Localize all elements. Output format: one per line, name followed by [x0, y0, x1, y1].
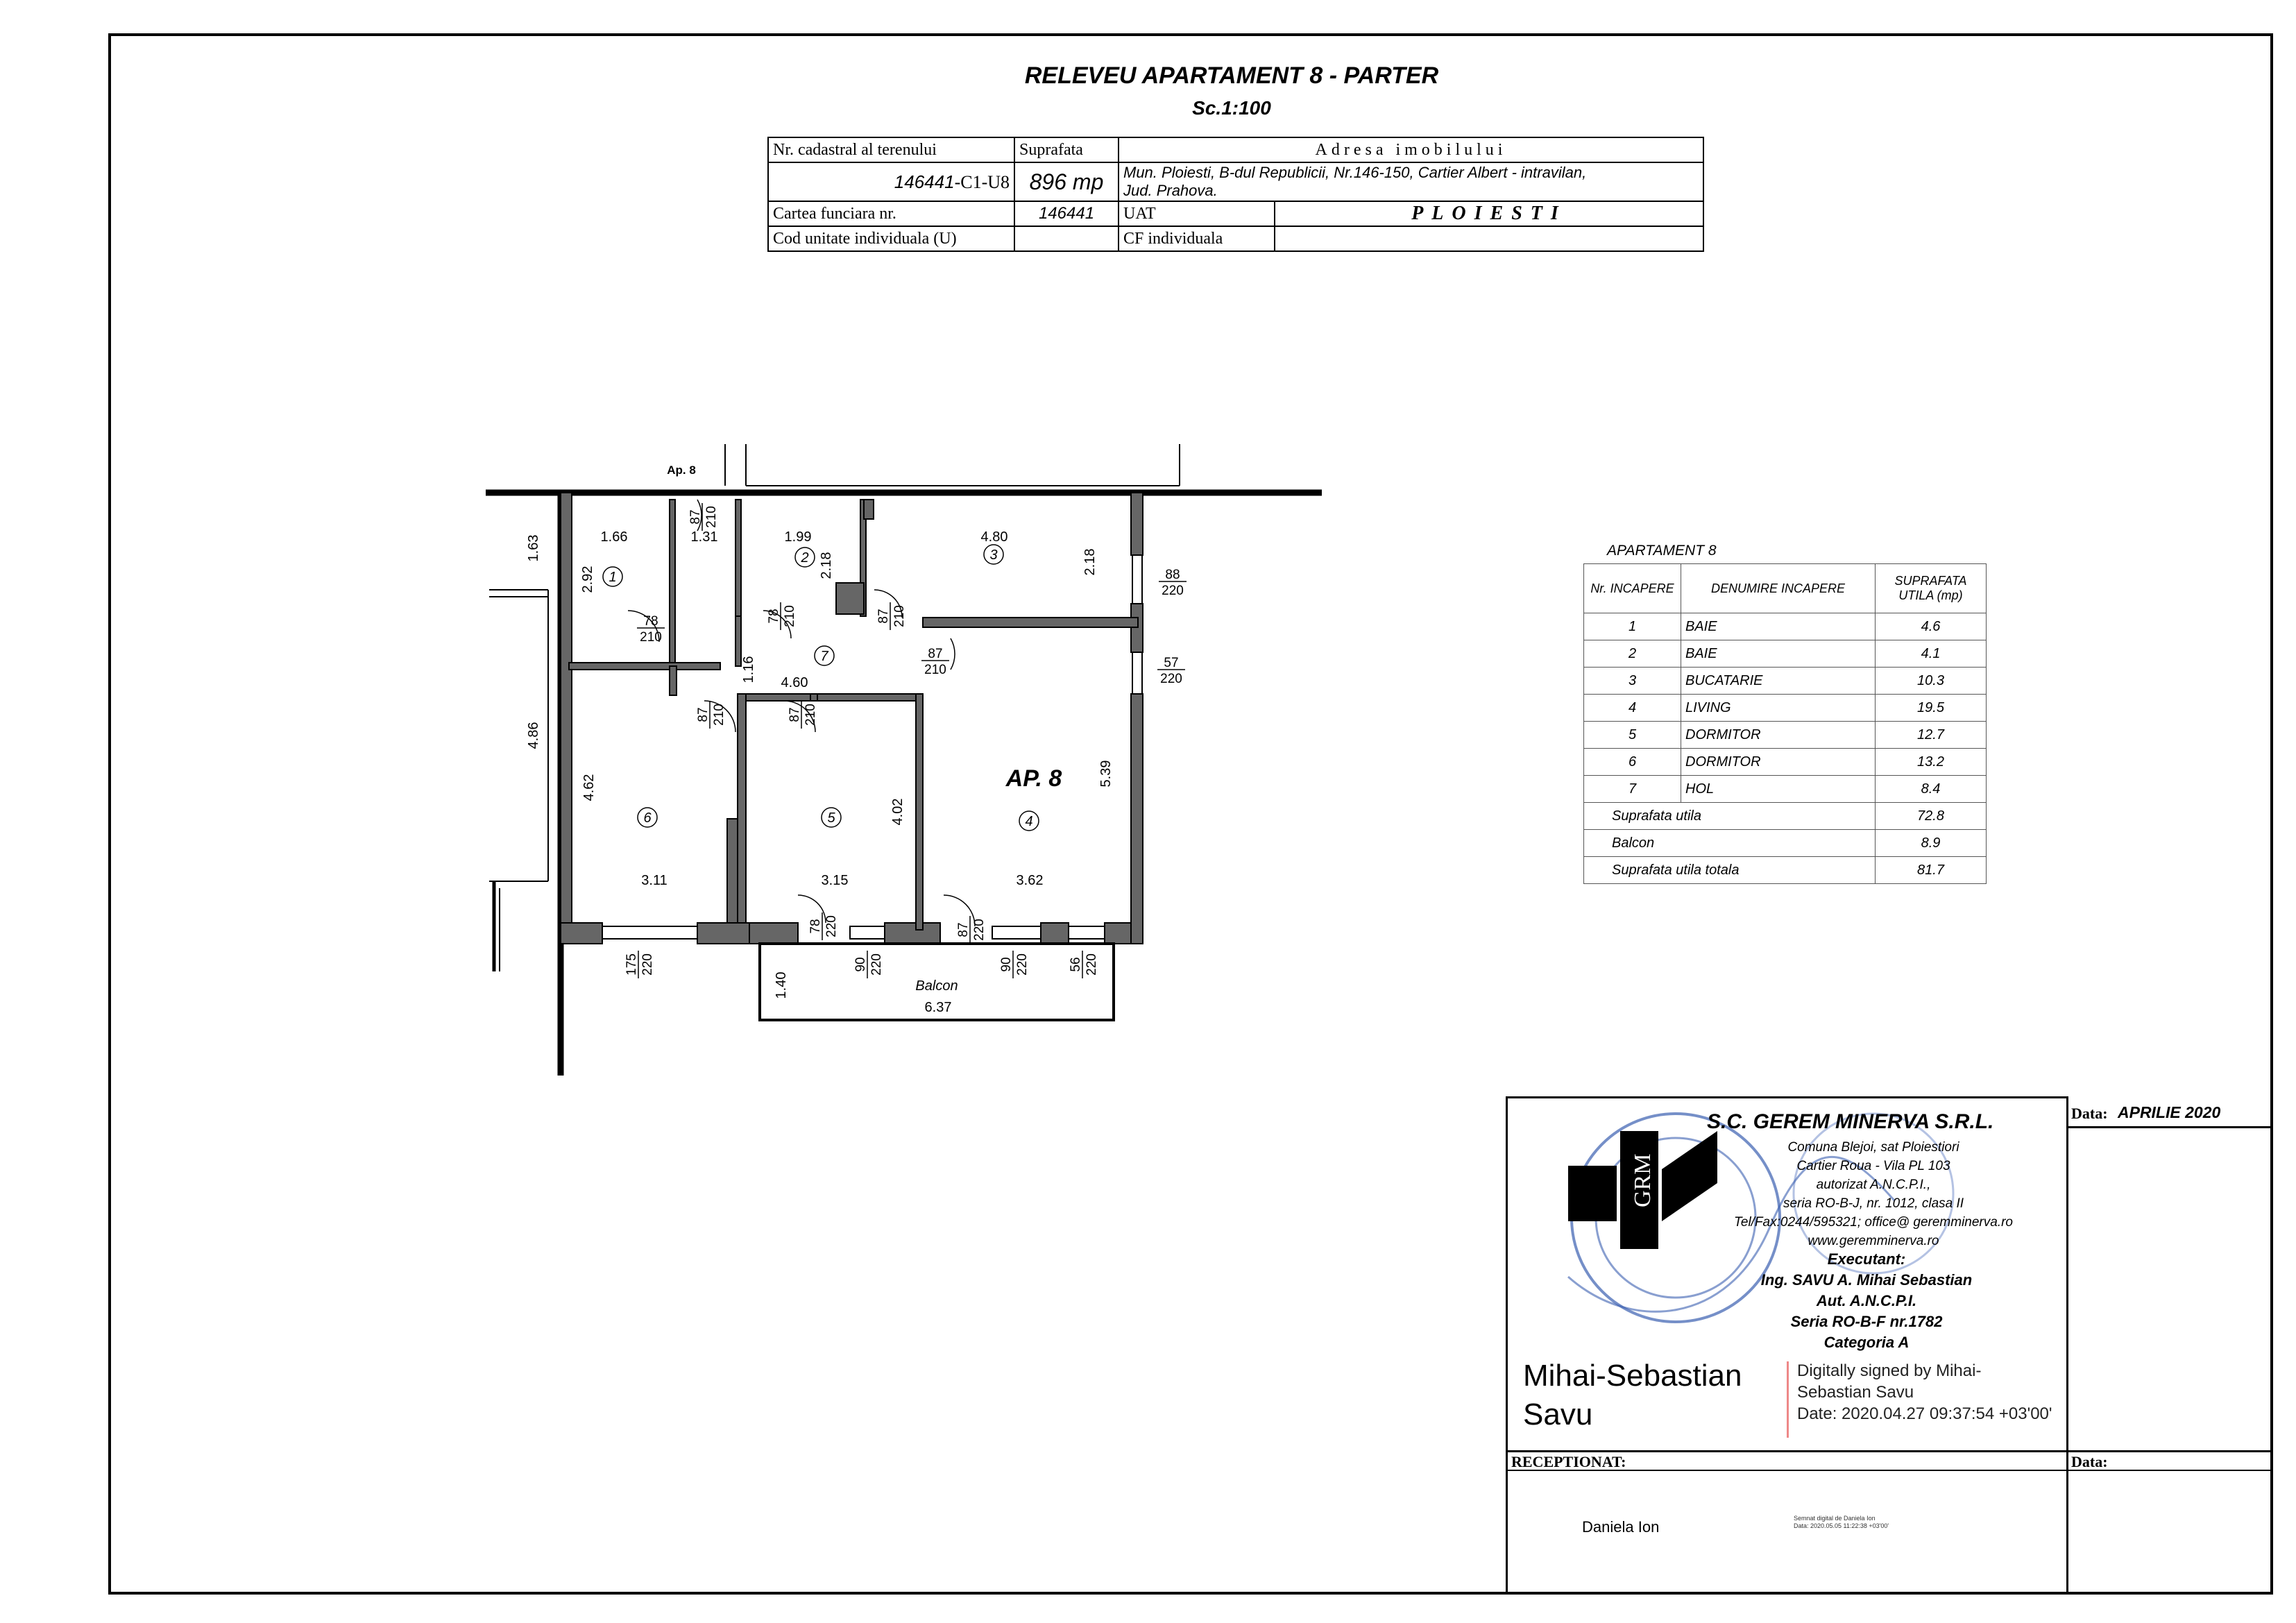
- room-area: 13.2: [1876, 749, 1987, 776]
- dimension-label: 5.39: [1098, 760, 1114, 788]
- door-label: [624, 951, 655, 978]
- executant-block: [1651, 1249, 2082, 1353]
- door-width: 57: [1164, 656, 1179, 670]
- drawing-title: RELEVEU APARTAMENT 8 - PARTER: [1024, 62, 1439, 89]
- door-label: [921, 647, 949, 677]
- door-height: 220: [869, 953, 884, 976]
- door-labels: [624, 503, 1187, 978]
- room-nr: 3: [1584, 668, 1681, 695]
- cf-individuala-value: [1275, 226, 1703, 251]
- data-value: APRILIE 2020: [2118, 1103, 2221, 1121]
- door-height: 210: [640, 630, 662, 645]
- room-area: 19.5: [1876, 695, 1987, 722]
- cod-unitate-label: Cod unitate individuala (U): [768, 226, 1014, 251]
- door-width: 90: [999, 957, 1014, 972]
- cf-value: 146441: [1014, 201, 1119, 226]
- door-height: 210: [783, 605, 797, 627]
- rooms-table-body: [1584, 613, 1987, 884]
- room-number: 3: [989, 547, 998, 563]
- digital-sig-line: Date: 2020.04.27 09:37:54 +03'00': [1797, 1404, 2052, 1423]
- door-label: [956, 916, 987, 944]
- room-number: 6: [643, 810, 652, 826]
- cf-individuala-label: CF individuala: [1119, 226, 1275, 251]
- receiver-digital-signature: [1794, 1515, 1889, 1530]
- door-label: [999, 951, 1030, 978]
- door-height: 210: [803, 704, 818, 726]
- room-row: [1584, 613, 1987, 640]
- door-height: 220: [1085, 953, 1099, 976]
- room-name: DORMITOR: [1681, 749, 1876, 776]
- dimension-label: 2.18: [819, 552, 834, 579]
- room-area: 12.7: [1876, 722, 1987, 749]
- company-name: S.C. GEREM MINERVA S.R.L.: [1707, 1110, 1994, 1133]
- door-height: 220: [824, 915, 839, 937]
- door-width: 87: [956, 922, 971, 937]
- door-label: [688, 503, 719, 531]
- apt-label: AP. 8: [1005, 765, 1062, 792]
- room-name: BUCATARIE: [1681, 668, 1876, 695]
- door-width: 87: [876, 609, 891, 624]
- door-label: [1159, 568, 1187, 598]
- room-name: DORMITOR: [1681, 722, 1876, 749]
- door-width: 78: [643, 614, 658, 629]
- door-label: [696, 701, 726, 729]
- dimension-label: 4.80: [980, 529, 1008, 545]
- receiver-name: Daniela Ion: [1582, 1518, 1660, 1536]
- rooms-table: [1583, 563, 1987, 884]
- windows: [602, 555, 1142, 939]
- logo-text: GRM: [1630, 1153, 1656, 1207]
- digital-sig-line: Sebastian Savu: [1797, 1383, 1914, 1402]
- company-line: seria RO-B-J, nr. 1012, clasa II: [1783, 1196, 1964, 1211]
- room-row: [1584, 776, 1987, 803]
- dimension-label: 2.92: [580, 566, 595, 593]
- data-label: Data:: [2071, 1105, 2108, 1122]
- executant-label: Executant:: [1827, 1250, 1906, 1268]
- room-nr: 6: [1584, 749, 1681, 776]
- dimension-label: 4.02: [890, 798, 905, 826]
- suprafata-value: 896 mp: [1014, 162, 1119, 201]
- company-info: [1693, 1138, 2054, 1250]
- room-name: LIVING: [1681, 695, 1876, 722]
- door-label: [853, 951, 884, 978]
- dimension-label: 3.11: [641, 873, 667, 888]
- room-number: 2: [801, 550, 809, 566]
- total-value: 8.9: [1876, 830, 1987, 857]
- dimension-label: 1.66: [600, 529, 628, 545]
- room-area: 4.1: [1876, 640, 1987, 668]
- apt-tag: Ap. 8: [667, 464, 696, 477]
- dimension-label: 6.37: [924, 1000, 952, 1015]
- door-width: 87: [928, 647, 943, 661]
- door-label: [1157, 656, 1185, 686]
- room-numbers: [603, 545, 1039, 831]
- room-row: [1584, 749, 1987, 776]
- room-row: [1584, 668, 1987, 695]
- room-name: BAIE: [1681, 613, 1876, 640]
- room-nr: 2: [1584, 640, 1681, 668]
- door-width: 88: [1165, 568, 1180, 582]
- door-height: 220: [1015, 953, 1030, 976]
- dimension-label: 4.86: [526, 722, 541, 749]
- room-row: [1584, 695, 1987, 722]
- adresa-cell: [1119, 162, 1703, 201]
- uat-value: PLOIESTI: [1275, 201, 1703, 226]
- room-nr: 5: [1584, 722, 1681, 749]
- door-height: 210: [712, 704, 726, 726]
- dimension-label: 1.99: [784, 529, 812, 545]
- total-label: Suprafata utila totala: [1584, 857, 1876, 884]
- total-value: 81.7: [1876, 857, 1987, 884]
- company-line: Tel/Fax:0244/595321; office@ geremminerva.ro: [1734, 1215, 2013, 1230]
- total-row: [1584, 857, 1987, 884]
- door-width: 87: [788, 707, 802, 722]
- door-label: [767, 602, 797, 630]
- room-number-group: [603, 545, 1039, 831]
- room-row: [1584, 640, 1987, 668]
- dimension-label: 3.15: [821, 873, 849, 888]
- room-number: 7: [820, 649, 828, 664]
- receptionat-label: RECEPTIONAT:: [1511, 1453, 1626, 1470]
- room-nr: 1: [1584, 613, 1681, 640]
- dimension-label: 1.63: [526, 534, 541, 562]
- signer-name-line-1: Mihai-Sebastian: [1523, 1359, 1742, 1393]
- dimension-label: 1.16: [741, 656, 756, 683]
- cadastral-info-table: [767, 137, 1704, 252]
- room-nr: 4: [1584, 695, 1681, 722]
- rooms-table-caption: APARTAMENT 8: [1607, 543, 1717, 559]
- room-row: [1584, 722, 1987, 749]
- door-height: 220: [1160, 672, 1182, 686]
- cadastral-suffix: -C1-U8: [954, 171, 1010, 192]
- door-width: 78: [808, 919, 823, 934]
- cadastral-cell: [768, 162, 1014, 201]
- dimension-label: 4.62: [581, 774, 597, 801]
- door-label: [788, 701, 818, 729]
- door-label: [1069, 951, 1099, 978]
- data2-label: Data:: [2071, 1453, 2108, 1470]
- room-area: 8.4: [1876, 776, 1987, 803]
- digital-sig-line: Digitally signed by Mihai-: [1797, 1361, 1982, 1380]
- dimension-label: 3.62: [1016, 873, 1044, 888]
- door-width: 90: [853, 957, 868, 972]
- company-line: autorizat A.N.C.P.I.,: [1816, 1178, 1931, 1192]
- rooms-table-block: [1583, 543, 1987, 884]
- door-width: 87: [688, 509, 703, 525]
- rooms-header-area: SUPRAFATA UTILA (mp): [1876, 564, 1987, 613]
- door-height: 210: [892, 605, 907, 627]
- total-label: Balcon: [1584, 830, 1876, 857]
- door-height: 220: [640, 953, 655, 976]
- door-width: 87: [696, 707, 711, 722]
- company-line: Cartier Roua - Vila PL 103: [1796, 1159, 1950, 1173]
- col-suprafata-header: Suprafata: [1014, 137, 1119, 162]
- dimension-label: 2.18: [1082, 548, 1098, 576]
- floor-plan: [479, 430, 1346, 1096]
- room-name: BAIE: [1681, 640, 1876, 668]
- total-value: 72.8: [1876, 803, 1987, 830]
- signer-name: [1523, 1357, 1742, 1434]
- total-row: [1584, 830, 1987, 857]
- door-width: 56: [1069, 957, 1083, 972]
- receiver-sig-line: Data: 2020.05.05 11:22:38 +03'00': [1794, 1522, 1889, 1529]
- door-width: 78: [767, 609, 781, 624]
- uat-label: UAT: [1119, 201, 1275, 226]
- door-label: [637, 614, 665, 645]
- door-height: 210: [924, 663, 946, 677]
- signer-name-line-2: Savu: [1523, 1397, 1593, 1431]
- door-height: 220: [1162, 584, 1184, 598]
- room-area: 4.6: [1876, 613, 1987, 640]
- adresa-line-1: Mun. Ploiesti, B-dul Republicii, Nr.146-150, Cartier Albert - intravilan,: [1123, 164, 1587, 181]
- digital-signature: [1797, 1360, 2052, 1425]
- drawing-scale: Sc.1:100: [1192, 97, 1271, 119]
- total-row: [1584, 803, 1987, 830]
- rooms-header-nr: Nr. INCAPERE: [1584, 564, 1681, 613]
- company-line: Comuna Blejoi, sat Ploiestiori: [1787, 1140, 1959, 1155]
- dimension-label: 4.60: [781, 675, 808, 690]
- executant-line: Categoria A: [1823, 1334, 1910, 1351]
- col-adresa-header: Adresa imobilului: [1119, 137, 1703, 162]
- total-label: Suprafata utila: [1584, 803, 1876, 830]
- cf-label: Cartea funciara nr.: [768, 201, 1014, 226]
- executant-line: Ing. SAVU A. Mihai Sebastian: [1760, 1271, 1973, 1289]
- executant-line: Seria RO-B-F nr.1782: [1790, 1313, 1943, 1330]
- room-area: 10.3: [1876, 668, 1987, 695]
- cadastral-value: 146441: [894, 171, 955, 192]
- room-number: 1: [609, 570, 617, 585]
- room-number: 5: [827, 810, 835, 826]
- door-height: 220: [972, 919, 987, 941]
- dimension-label: 1.40: [774, 971, 789, 999]
- col-cadastral-header: Nr. cadastral al terenului: [768, 137, 1014, 162]
- door-width: 175: [624, 953, 639, 976]
- room-name: HOL: [1681, 776, 1876, 803]
- receiver-sig-line: Semnat digital de Daniela Ion: [1794, 1515, 1876, 1522]
- door-label: [876, 602, 907, 630]
- adresa-line-2: Jud. Prahova.: [1123, 182, 1218, 199]
- balcony-label: Balcon: [915, 978, 958, 994]
- rooms-header-name: DENUMIRE INCAPERE: [1681, 564, 1876, 613]
- dimension-label: 1.31: [690, 529, 718, 545]
- door-label: [808, 912, 839, 940]
- executant-line: Aut. A.N.C.P.I.: [1816, 1292, 1917, 1309]
- signature-mark: [1787, 1361, 1789, 1438]
- company-line: www.geremminerva.ro: [1808, 1234, 1939, 1248]
- room-number: 4: [1025, 814, 1033, 829]
- room-nr: 7: [1584, 776, 1681, 803]
- door-height: 210: [704, 506, 719, 528]
- cod-unitate-value: [1014, 226, 1119, 251]
